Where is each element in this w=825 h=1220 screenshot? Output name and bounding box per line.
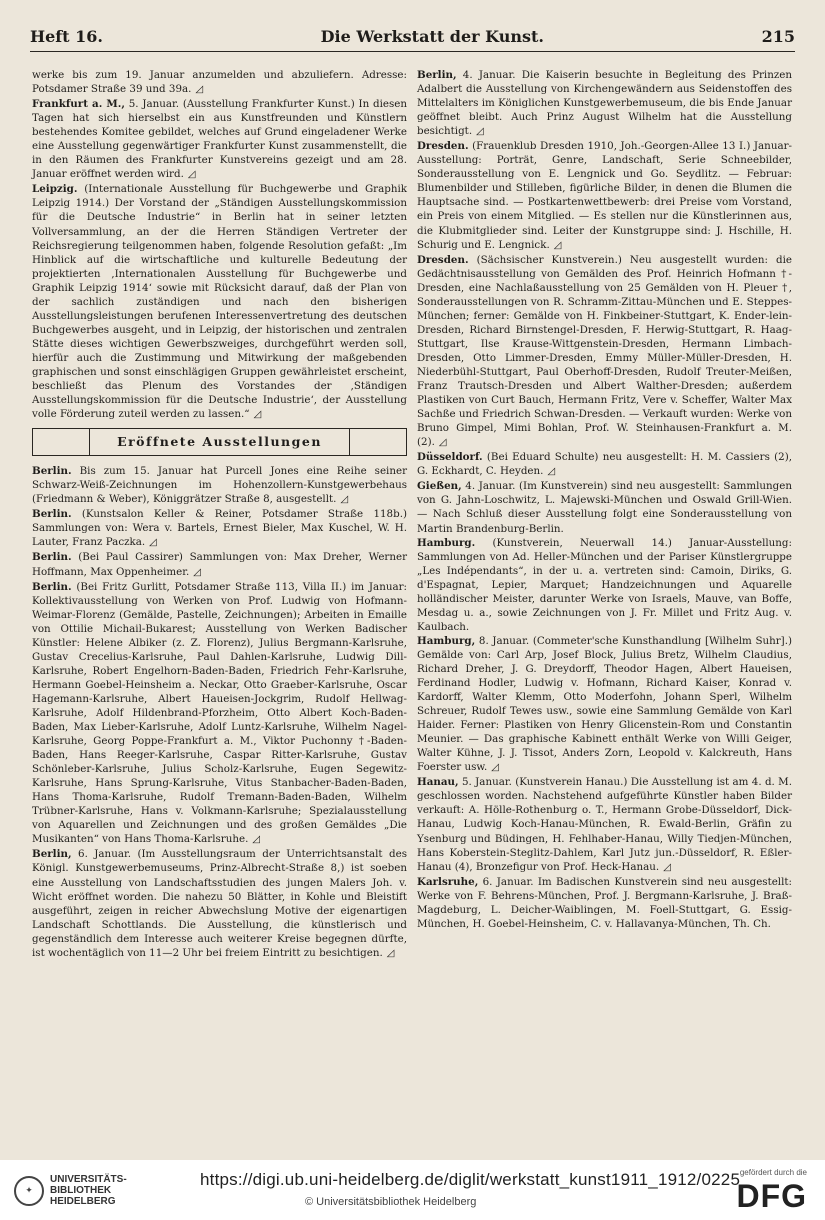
paragraph: Hanau, 5. Januar. (Kunstverein Hanau.) Die Ausstellung ist am 4. d. M. geschlossen worden. Nachstehend aufgeführte Künstler haben Bilder verkauft: A. Hölle-Rothenburg o. T., Hermann Grobe-Düsseldorf, Dick-Hanau, Ludwig Koch-Hanau-München, R. Ewald-Berlin, Gräfin zu Ysenburg und Büdingen, H. Fehlhaber-Hanau, Willy Tiedjen-München, Hans Koberstein-Steglitz-Dahlem, Karl Jutz jun.-Düsseldorf, R. Eßler-Hanau (4), Bronzefigur von Prof. Heck-Hanau. ◿ bbox=[417, 776, 792, 873]
paragraph: Berlin. Bis zum 15. Januar hat Purcell Jones eine Reihe seiner Schwarz-Weiß-Zeichnungen im Hohenzollern-Kunstgewerbehaus (Friedmann & Weber), Königgrätzer Straße 8, ausgestellt. ◿ bbox=[32, 465, 407, 506]
funding-note: gefördert durch die bbox=[739, 1168, 807, 1177]
section-heading-box bbox=[32, 428, 407, 456]
place-heading: Karlsruhe, bbox=[417, 875, 479, 888]
place-heading: Frankfurt a. M., bbox=[32, 98, 125, 111]
paragraph: Berlin. (Bei Fritz Gurlitt, Potsdamer Straße 113, Villa II.) im Januar: Kollektivausstellung von Werken von Prof. Ludwig von Hofmann-Weimar-Florenz (Gemälde, Pastelle, Zeichnungen); Arbeiten in Emaille von Ottilie Michail-Bukarest; Ausstellung von Werken Badischer Künstler: Helene Albiker (z. Z. Florenz), Julius Bergmann-Karlsruhe, Gustav Crecelius-Karlsruhe, Paul Dahlen-Karlsruhe, Ludwig Dill-Karlsruhe, Robert Engelhorn-Baden-Baden, Friedrich Fehr-Karlsruhe, Hermann Goebel-Heinsheim a. Neckar, Otto Graeber-Karlsruhe, Oscar Hagemann-Karlsruhe, Albert Haueisen-Jockgrim, Rudolf Hellwag-Karlsruhe, Adolf Hildenbrand-Pforzheim, Otto Albert Koch-Baden-Baden, Max Lieber-Karlsruhe, Adolf Luntz-Karlsruhe, Wilhelm Nagel-Karlsruhe, Georg Poppe-Frankfurt a. M., Viktor Puchonny †-Baden-Baden, Hans Reeger-Karlsruhe, Caspar Ritter-Karlsruhe, Gustav Schönleber-Karlsruhe, Julius Scholz-Karlsruhe, Eugen Segewitz-Karlsruhe, Hans Sprung-Karlsruhe, Vitus Stanbacher-Baden-Baden, Hans Thoma-Karlsruhe, Rudolf Tremann-Baden-Baden, Wilhelm Trübner-Karlsruhe, Hans v. Volkmann-Karlsruhe; Spezialausstellung von Aquarellen und Zeichnungen und des großen Gemäldes „Die Musikanten“ von Hans Thoma-Karlsruhe. ◿ bbox=[32, 580, 407, 846]
place-heading: Berlin. bbox=[32, 508, 72, 521]
journal-title: Die Werkstatt der Kunst. bbox=[320, 27, 544, 46]
place-heading: Berlin. bbox=[32, 551, 72, 564]
paragraph: Frankfurt a. M., 5. Januar. (Ausstellung Frankfurter Kunst.) In diesen Tagen hat sich hierselbst ein aus Kunstfreunden und Künstlern bestehendes Komitee gebildet, welches auf Grund eingeladener Werke eine Ausstellung gegenwärtiger Frankfurter Kunst zusammenstellt, die in den Räumen des Frankfurter Kunstvereins gezeigt und am 28. Januar eröffnet werden wird. ◿ bbox=[32, 98, 407, 181]
paragraph: Dresden. (Sächsischer Kunstverein.) Neu ausgestellt wurden: die Gedächtnisausstellung von Gemälden des Prof. Heinrich Hofmann †-Dresden, eine Nachlaßausstellung von 25 Gemälden von H. Pleuer †, Sonderausstellungen von R. Schramm-Zittau-München und E. Steppes-München; ferner: Gemälde von H. Finkbeiner-Stuttgart, K. Ender-lein-Dresden, Richard Birnstengel-Dresden, F. Herwig-Stuttgart, R. Haag-Stuttgart, Ilse Krause-Wittgenstein-Dresden, Hermann Limbach-Dresden, Otto Limmer-Dresden, Emmy Müller-Müller-Dresden, H. Niederbühl-Stuttgart, Paul Oberhoff-Dresden, Rudolf Treuter-Meißen, Franz Trautsch-Dresden und Albert Walther-Dresden; außerdem Plastiken von Curt Bauch, Hermann Fritz, Vere v. Scheffer, Walter Max Sachße und Friedrich Schwan-Dresden. — Verkauft wurden: Werke von Bruno Gimpel, Mimi Bohlan, Prof. W. Steinhausen-Frankfurt a. M. (2). ◿ bbox=[417, 253, 792, 449]
header-rule bbox=[30, 51, 795, 52]
university-name: UNIVERSITÄTS- BIBLIOTHEK HEIDELBERG bbox=[50, 1174, 127, 1207]
section-heading: Eröffnete Ausstellungen bbox=[117, 434, 322, 450]
place-heading: Hamburg. bbox=[417, 536, 476, 549]
copyright: © Universitätsbibliothek Heidelberg bbox=[305, 1196, 477, 1208]
place-heading: Düsseldorf. bbox=[417, 451, 483, 464]
paragraph: Karlsruhe, 6. Januar. Im Badischen Kunstverein sind neu ausgestellt: Werke von F. Behrens-München, Prof. J. Bergmann-Karlsruhe, J. Braß-Magdeburg, L. Deicher-Waiblingen, M. Foell-Stuttgart, G. Essig-München, H. Goebel-Heinsheim, C. v. Hallavanya-München, Th. Ch. bbox=[417, 875, 792, 930]
paragraph: Berlin. (Kunstsalon Keller & Reiner, Potsdamer Straße 118b.) Sammlungen von: Wera v. Bartels, Ernest Bieler, Max Kuschel, W. H. Lauter, Franz Paczka. ◿ bbox=[32, 508, 407, 549]
paragraph: Hamburg, 8. Januar. (Commeter'sche Kunsthandlung [Wilhelm Suhr].) Gemälde von: Carl Arp, Josef Block, Julius Bretz, Wilhelm Claudius, Richard Dreher, J. G. Dreydorff, Theodor Hagen, Albert Haueisen, Ferdinand Hodler, Ludwig v. Hofmann, Richard Kaiser, Konrad v. Kardorff, Walter Klemm, Otto Moderfohn, Johann Sperl, Wilhelm Schreuer, Rudolf Tewes usw., sowie eine Sammlung Gemälde von Karl Haider. Ferner: Plastiken von Henry Glicenstein-Rom und Constantin Meunier. — Das graphische Kabinett enthält Werke von Willi Geiger, Walter Kühne, J. J. Tissot, Anders Zorn, Leopold v. Kalckreuth, Hans Foerster usw. ◿ bbox=[417, 634, 792, 774]
page-header bbox=[30, 20, 795, 46]
issue-number: Heft 16. bbox=[30, 27, 103, 46]
paragraph: Berlin, 4. Januar. Die Kaiserin besuchte in Begleitung des Prinzen Adalbert die Ausstellung von Kirchengewändern aus Seidenstoffen des Mittelalters im Königlichen Kunstgewerbemuseum, die bis Ende Januar geöffnet bleibt. Auch Prinz August Wilhelm hat die Ausstellung besichtigt. ◿ bbox=[417, 69, 792, 138]
place-heading: Hanau, bbox=[417, 776, 459, 789]
university-logo bbox=[14, 1174, 127, 1207]
paragraph: Düsseldorf. (Bei Eduard Schulte) neu ausgestellt: H. M. Cassiers (2), G. Eckhardt, C. Heyden. ◿ bbox=[417, 451, 792, 478]
paragraph: Berlin, 6. Januar. (Im Ausstellungsraum der Unterrichtsanstalt des Königl. Kunstgewerbemuseums, Prinz-Albrecht-Straße 8,) ist soeben eine Ausstellung von Landschaftsstudien des jungen Malers Joh. v. Wicht eröffnet worden. Die nahezu 50 Blätter, in Kohle und Bleistift ausgeführt, zeigen in reicher Abwechslung Motive der eigenartigen Landschaft Schottlands. Die Ausstellung, die künstlerisch und gegenständlich dem Interesse auch weiterer Kreise begegnen dürfte, ist wochentäglich von 11—2 Uhr bei freiem Eintritt zu besichtigen. ◿ bbox=[32, 848, 407, 959]
place-heading: Berlin, bbox=[417, 69, 457, 81]
place-heading: Dresden. bbox=[417, 253, 469, 266]
place-heading: Dresden. bbox=[417, 140, 469, 153]
paragraph: Berlin. (Bei Paul Cassirer) Sammlungen von: Max Dreher, Werner Hoffmann, Max Oppenheimer. ◿ bbox=[32, 551, 407, 578]
right-column bbox=[417, 68, 792, 931]
paragraph: Leipzig. (Internationale Ausstellung für Buchgewerbe und Graphik Leipzig 1914.) Der Vorstand der „Ständigen Ausstellungskommission für die Deutsche Industrie“ in Berlin hat in seiner letzten Vollversammlung, an der die Herren Ständigen Vertreter der Reichsregierung teilgenommen haben, folgende Resolution gefaßt: „Im Hinblick auf die wirtschaftliche und kulturelle Bedeutung der projektierten ‚Internationalen Ausstellung für Buchgewerbe und Graphik Leipzig 1914‘ sowie mit Rücksicht darauf, daß der Plan von der sachlich zuständigen und nach den bisherigen Ausstellungsleistungen berufenen Interessenvertretung des deutschen Buchgewerbes ausgeht, und in Leipzig, der historischen und zentralen Stätte dieses wichtigen Gewerbszweiges, durchgeführt werden soll, hierfür auch die Zustimmung und Mitwirkung der maßgebenden graphischen und sonst einschlägigen Gruppen gewährleistet erscheint, beschließt das Plenum des Vorstandes der ‚Ständigen Ausstellungskommission für die Deutsche Industrie‘, der Ausstellung volle Förderung zuteil werden zu lassen.“ ◿ bbox=[32, 183, 407, 421]
paragraph: werke bis zum 19. Januar anzumelden und abzuliefern. Adresse: Potsdamer Straße 39 und 39a. ◿ bbox=[32, 69, 407, 96]
place-heading: Hamburg, bbox=[417, 634, 476, 647]
permalink[interactable]: https://digi.ub.uni-heidelberg.de/diglit/werkstatt_kunst1911_1912/0225 bbox=[200, 1170, 741, 1189]
dfg-logo: DFG bbox=[736, 1178, 807, 1214]
place-heading: Berlin. bbox=[32, 580, 72, 593]
left-column bbox=[32, 68, 407, 961]
place-heading: Gießen, bbox=[417, 480, 462, 493]
place-heading: Leipzig. bbox=[32, 183, 78, 196]
place-heading: Berlin, bbox=[32, 848, 72, 861]
paragraph: Hamburg. (Kunstverein, Neuerwall 14.) Januar-Ausstellung: Sammlungen von Ad. Heller-München und der Pariser Künstlergruppe „Les Indépendants“, in der u. a. vertreten sind: Camoin, Diriks, G. d'Espagnat, Lepier, Marquet; Handzeichnungen und Aquarelle holländischer Meister, darunter Werke von Israels, Mauve, van Boffe, Mesdag u. a., sowie Zeichnungen von J. Fr. Millet und Fritz Aug. v. Kaulbach. bbox=[417, 536, 792, 633]
place-heading: Berlin. bbox=[32, 465, 72, 478]
page-number: 215 bbox=[761, 27, 795, 46]
seal-icon: ✦ bbox=[14, 1176, 44, 1206]
viewer-footer bbox=[0, 1160, 825, 1220]
paragraph: Dresden. (Frauenklub Dresden 1910, Joh.-Georgen-Allee 13 I.) Januar-Ausstellung: Porträt, Genre, Landschaft, Serie Schneebilder, Sonderausstellung von E. Lengnick und Go. Seydlitz. — Februar: Blumenbilder und Stilleben, figürliche Bilder, in denen die Blumen die Hauptsache sind. — Postkartenwettbewerb: drei Preise vom Vorstand, ein Preis von einem Mitglied. — Es stellen nur die Künstlerinnen aus, die Klubmitglieder sind. Leiter der Kunstgruppe sind: J. Hschille, H. Schurig und E. Lengnick. ◿ bbox=[417, 140, 792, 251]
paragraph: Gießen, 4. Januar. (Im Kunstverein) sind neu ausgestellt: Sammlungen von G. Jahn-Loschwitz, L. Majewski-München und Oswald Grill-Wien. — Nach Schluß dieser Ausstellung folgt eine Sonderausstellung von Martin Brandenburg-Berlin. bbox=[417, 480, 792, 535]
